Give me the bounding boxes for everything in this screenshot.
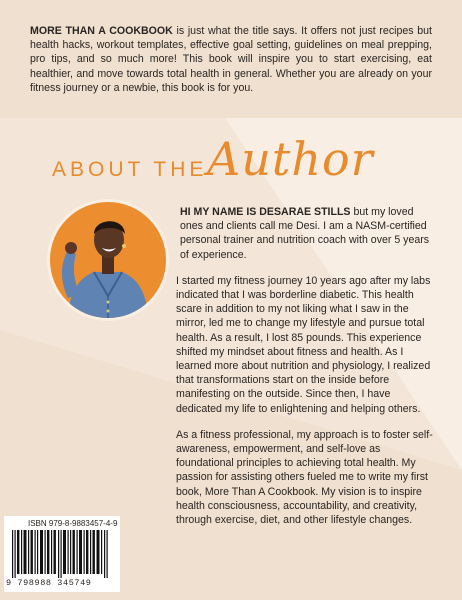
bio-paragraph-journey: I started my fitness journey 10 years ago after my labs indicated that I was borderline diabetic. This health scare in addition to my not liking what I saw in the mirror, led me to change my lifestyle and pursue total health. As a result, I lost 85 pounds. This experience shifted my mindset about fitness and health. As I learned more about nutrition and physiology, I realized that transformations start on the inside before manifesting on the outside. Since then, I have dedicated my life to enlightening and helping others. xyxy=(176,274,431,415)
barcode-bars xyxy=(10,530,114,578)
bio-paragraph-approach: As a fitness professional, my approach is to foster self-awareness, empowerment, and self-love as foundational principles to achieving total health. My passion for assisting others fueled me to write my first book, More Than A Cookbook. My vision is to inspire health consciousness, accountability, and creativity, through exercise, diet, and other lifestyle changes. xyxy=(176,428,433,527)
bio-paragraph-intro xyxy=(180,205,436,262)
intro-text: is just what the title says. It offers not just recipes but health hacks, workout templates, effective goal setting, guidelines on meal prepping, pro tips, and so much more! This book will inspire you to start exercising, eat healthier, and move towards total health in general. Whether you are already on your fitness journey or a newbie, this book is for you. xyxy=(30,25,432,94)
isbn-label: ISBN 979-8-9883457-4-9 xyxy=(28,519,118,528)
intro-paragraph xyxy=(30,24,432,95)
intro-lead: MORE THAN A COOKBOOK xyxy=(30,25,173,37)
author-bio xyxy=(176,205,436,539)
bio-intro-text: but my loved ones and clients call me Desi. I am a NASM-certified personal trainer and nutrition coach with over 5 years of experience. xyxy=(180,206,430,261)
bio-name-lead: HI MY NAME IS DESARAE STILLS xyxy=(180,206,351,218)
isbn-barcode xyxy=(4,516,120,592)
about-the-label: ABOUT THE xyxy=(52,158,208,181)
author-portrait xyxy=(46,198,170,322)
isbn-digits: 9 798988 345749 xyxy=(6,578,92,588)
author-script-label: Author xyxy=(207,132,374,186)
